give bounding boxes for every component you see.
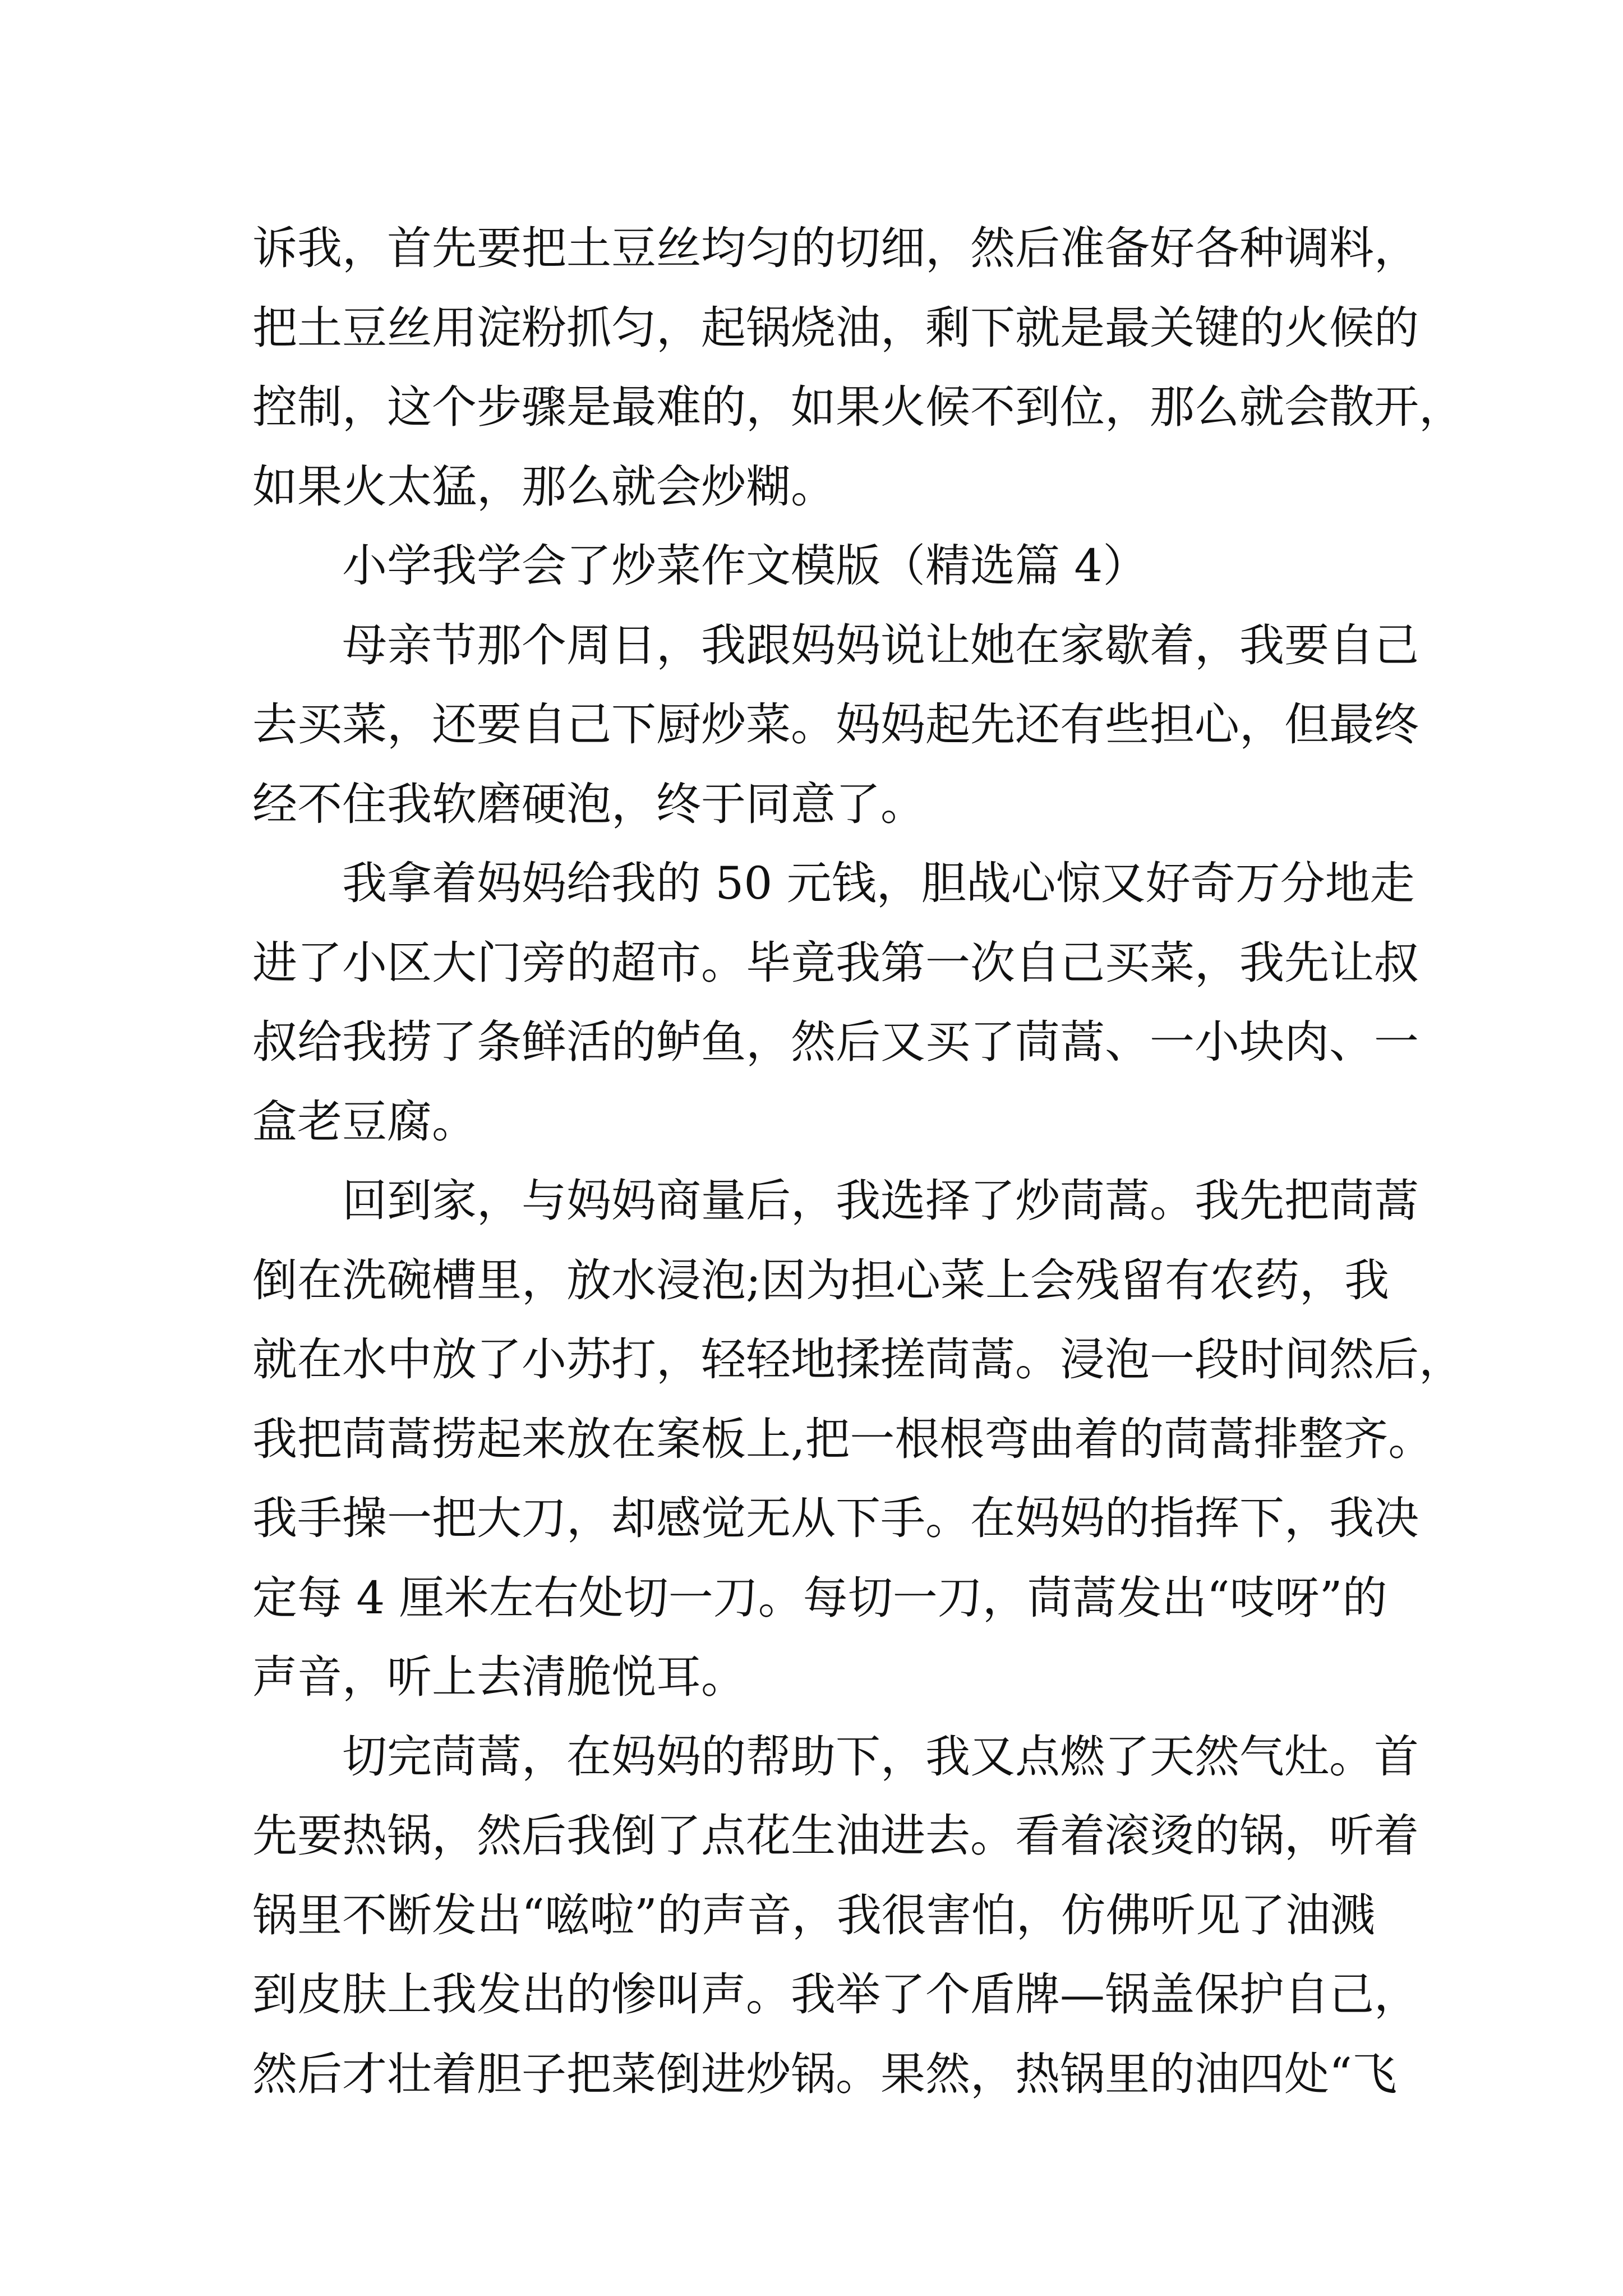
text-line: 盒老豆腐。 [252, 1095, 477, 1148]
text-line: 把土豆丝用淀粉抓匀，起锅烧油，剩下就是最关键的火候的 [252, 301, 1419, 354]
text-line: 然后才壮着胆子把菜倒进炒锅。果然，热锅里的油四处“飞 [252, 2047, 1397, 2100]
text-line: 到皮肤上我发出的惨叫声。我举了个盾牌—锅盖保护自己， [252, 1968, 1419, 2021]
text-line: 诉我，首先要把土豆丝均匀的切细，然后准备好各种调料， [252, 222, 1419, 274]
text-line: 控制，这个步骤是最难的，如果火候不到位，那么就会散开， [252, 381, 1464, 433]
text-line: 如果火太猛，那么就会炒糊。 [252, 460, 836, 513]
text-line: 我把茼蒿捞起来放在案板上,把一根根弯曲着的茼蒿排整齐。 [252, 1412, 1433, 1465]
paragraph-first-line: 回到家，与妈妈商量后，我选择了炒茼蒿。我先把茼蒿 [342, 1175, 1419, 1227]
text-line: 进了小区大门旁的超市。毕竟我第一次自己买菜，我先让叔 [252, 936, 1419, 989]
paragraph-first-line: 小学我学会了炒菜作文模版（精选篇 4） [342, 540, 1148, 592]
text-line: 先要热锅，然后我倒了点花生油进去。看着滚烫的锅，听着 [252, 1810, 1419, 1862]
paragraph-first-line: 我拿着妈妈给我的 50 元钱，胆战心惊又好奇万分地走 [342, 857, 1415, 909]
text-line: 倒在洗碗槽里，放水浸泡;因为担心菜上会残留有农药，我 [252, 1254, 1389, 1306]
text-line: 就在水中放了小苏打，轻轻地揉搓茼蒿。浸泡一段时间然后， [252, 1333, 1464, 1386]
text-line: 去买菜，还要自己下厨炒菜。妈妈起先还有些担心，但最终 [252, 698, 1419, 751]
document-body [252, 209, 1464, 2114]
text-line: 定每 4 厘米左右处切一刀。每切一刀，茼蒿发出“吱呀”的 [252, 1571, 1387, 1624]
text-line: 声音，听上去清脆悦耳。 [252, 1651, 746, 1703]
text-line: 叔给我捞了条鲜活的鲈鱼，然后又买了茼蒿、一小块肉、一 [252, 1016, 1419, 1068]
paragraph-first-line: 切完茼蒿，在妈妈的帮助下，我又点燃了天然气灶。首 [342, 1730, 1419, 1783]
paragraph-first-line: 母亲节那个周日，我跟妈妈说让她在家歇着，我要自己 [342, 619, 1419, 671]
text-line: 锅里不断发出“嗞啦”的声音，我很害怕，仿佛听见了油溅 [252, 1889, 1375, 1941]
text-line: 经不住我软磨硬泡，终于同意了。 [252, 777, 925, 830]
text-line: 我手操一把大刀，却感觉无从下手。在妈妈的指挥下，我决 [252, 1492, 1419, 1544]
